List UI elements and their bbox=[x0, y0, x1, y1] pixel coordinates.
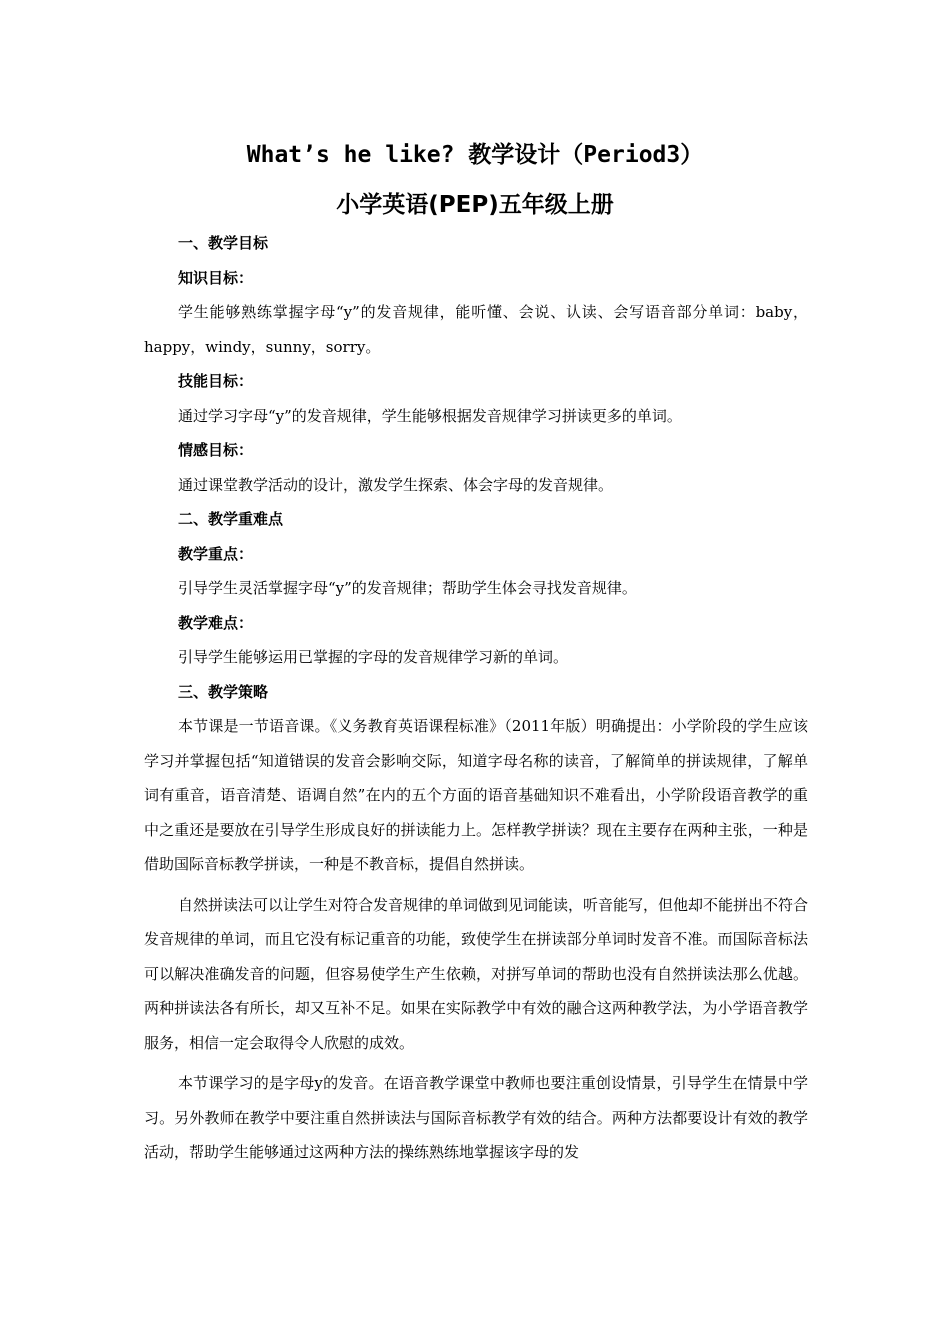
emotion-goal-heading: 情感目标： bbox=[178, 441, 254, 459]
strategy-paragraph-2: 自然拼读法可以让学生对符合发音规律的单词做到见词能读，听音能写，但他却不能拼出不符合发音规律的单词，而且它没有标记重音的功能，致使学生在拼读部分单词时发音不准。而国际音标法可以解决准确发音的问题，但容易使学生产生依赖，对拼写单词的帮助也没有自然拼读法那么优越。两种拼读法各有所长，却又互补不足。如果在实际教学中有效的融合这两种教学法，为小学语音教学服务，相信一定会取得令人欣慰的成效。 bbox=[144, 895, 809, 1052]
section-heading-strategy: 三、教学策略 bbox=[178, 682, 269, 701]
key-point-heading: 教学重点： bbox=[178, 544, 254, 563]
strategy-paragraph-3: 本节课学习的是字母y的发音。在语音教学课堂中教师也要注重创设情景，引导学生在情景中学习。另外教师在教学中要注重自然拼读法与国际音标教学有效的结合。两种方法都要设计有效的教学活动，帮助学生能够通过这两种方法的操练熟练地掌握该字母的发 bbox=[144, 1074, 808, 1161]
strategy-paragraph-1: 本节课是一节语音课。《义务教育英语课程标准》（2011年版）明确提出：小学阶段的学生应该学习并掌握包括“知道错误的发音会影响交际，知道字母名称的读音，了解简单的拼读规律，了解单词有重音，语音清楚、语调自然”在内的五个方面的语音基础知识不难看出，小学阶段语音教学的重中之重还是要放在引导学生形成良好的拼读能力上。怎样教学拼读？现在主要存在两种主张，一种是借助国际音标教学拼读，一种是不教音标，提倡自然拼读。 bbox=[144, 717, 808, 873]
knowledge-goal-heading: 知识目标： bbox=[178, 268, 254, 287]
section-heading-key-points: 二、教学重难点 bbox=[178, 510, 284, 528]
skill-goal-heading: 技能目标： bbox=[178, 372, 254, 390]
document-title: What’s he like? 教学设计（Period3） bbox=[246, 142, 704, 168]
key-point-text: 引导学生灵活掌握字母“y”的发音规律；帮助学生体会寻找发音规律。 bbox=[178, 579, 637, 597]
emotion-goal-text: 通过课堂教学活动的设计，激发学生探索、体会字母的发音规律。 bbox=[178, 475, 614, 494]
knowledge-goal-text: 学生能够熟练掌握字母“y”的发音规律，能听懂、会说、认读、会写语音部分单词：baby，happy，windy，sunny，sorry。 bbox=[144, 303, 808, 356]
section-heading-goals: 一、教学目标 bbox=[178, 234, 269, 252]
difficulty-text: 引导学生能够运用已掌握的字母的发音规律学习新的单词。 bbox=[178, 648, 569, 666]
document-body bbox=[144, 226, 808, 1170]
skill-goal-text: 通过学习字母“y”的发音规律，学生能够根据发音规律学习拼读更多的单词。 bbox=[178, 406, 682, 425]
document-subtitle: 小学英语(PEP)五年级上册 bbox=[336, 192, 614, 218]
difficulty-heading: 教学难点： bbox=[178, 613, 254, 632]
